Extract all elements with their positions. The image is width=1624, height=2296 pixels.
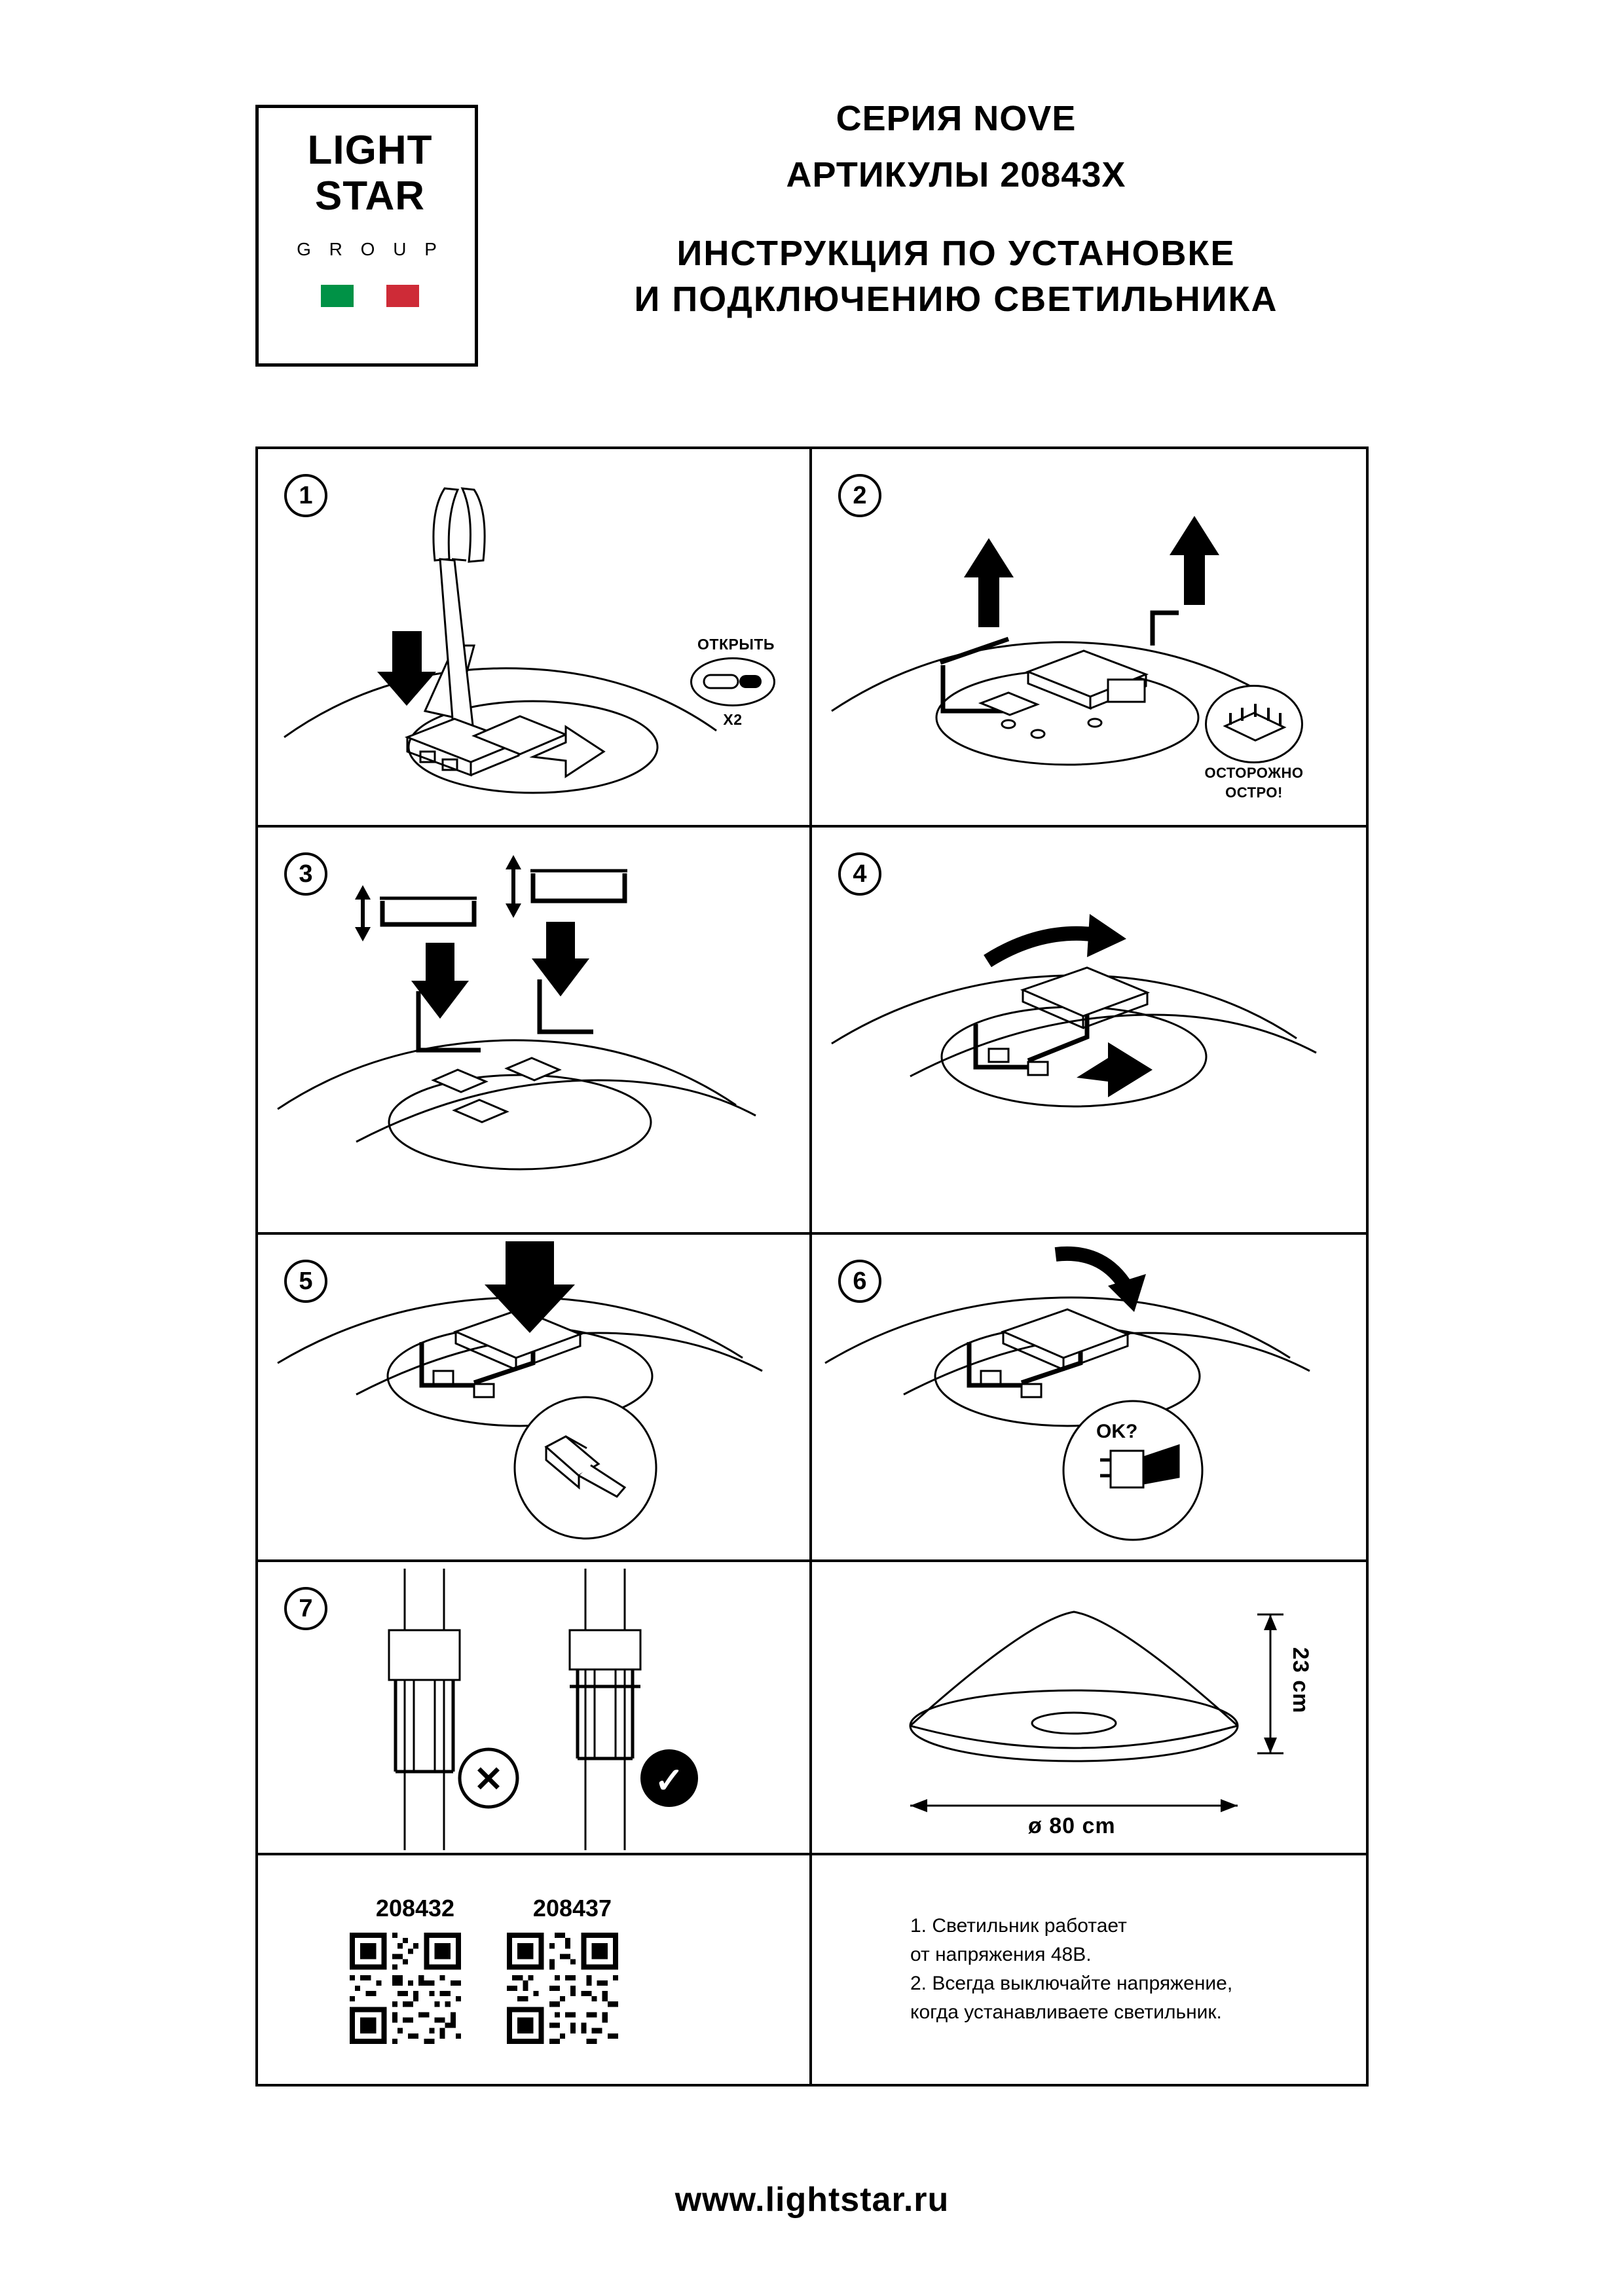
note-line-3: 2. Всегда выключайте напряжение, (910, 1973, 1233, 1994)
note-line-4: когда устанавливаете светильник. (910, 2001, 1222, 2023)
step-cell-4 (812, 828, 1366, 1235)
lamp-dimension-drawing (812, 1562, 1366, 1855)
qr-code-number-1: 208432 (375, 1895, 455, 1922)
italy-flag-icon (321, 285, 419, 307)
step-1-callout-label: ОТКРЫТЬ (697, 636, 775, 653)
arrow-push-icon (1077, 1042, 1153, 1097)
series-label: СЕРИЯ NOVE (836, 99, 1077, 138)
arrow-curve-down-icon (1056, 1254, 1124, 1283)
step-cell-3 (258, 828, 812, 1235)
note-line-1: 1. Светильник работает (910, 1915, 1127, 1937)
arrow-down-icon (377, 631, 436, 706)
step-number-5: 5 (284, 1260, 327, 1303)
qr-block-2 (507, 1895, 638, 2044)
qr-block-1 (350, 1895, 481, 2044)
safety-notes (910, 1912, 1329, 2027)
step-number-1: 1 (284, 474, 327, 517)
product-dimensions-cell (812, 1562, 1366, 1855)
notes-cell (812, 1855, 1366, 2086)
logo-wordmark (259, 130, 481, 217)
diameter-dimension-label: ø 80 cm (1028, 1813, 1116, 1838)
instruction-grid (255, 446, 1369, 2086)
step-1-callout-count: X2 (723, 711, 743, 728)
arrow-double-right-icon (506, 855, 521, 918)
qr-codes-cell (258, 1855, 812, 2086)
step-number-4: 4 (838, 852, 881, 896)
step-2-warning-line-2: ОСТРО! (1225, 784, 1283, 801)
qr-code-number-2: 208437 (532, 1895, 612, 1922)
step-2-warning-line-1: ОСТОРОЖНО (1204, 765, 1304, 781)
arrow-up-right-icon (1170, 516, 1219, 605)
step-2-warning-bubble (1205, 685, 1303, 763)
arrow-curve-icon (987, 934, 1098, 961)
step-5-illustration (258, 1235, 812, 1562)
step-cell-1 (258, 449, 812, 828)
logo-group-text: G R O U P (297, 239, 443, 259)
step-6-illustration (812, 1235, 1366, 1562)
page-title-line-2: И ПОДКЛЮЧЕНИЮ СВЕТИЛЬНИКА (634, 280, 1278, 319)
header-text-block (498, 92, 1414, 322)
height-dimension-label: 23 cm (1288, 1647, 1313, 1714)
step-1-callout-bubble (690, 657, 775, 706)
step-number-6: 6 (838, 1260, 881, 1303)
step-4-illustration (812, 828, 1366, 1235)
step-number-2: 2 (838, 474, 881, 517)
note-line-2: от напряжения 48В. (910, 1944, 1092, 1965)
qr-code-image-2[interactable] (507, 1933, 618, 2044)
step-cell-6 (812, 1235, 1366, 1562)
logo-line-2: STAR (314, 173, 426, 219)
qr-code-image-1[interactable] (350, 1933, 461, 2044)
step-cell-7 (258, 1562, 812, 1855)
cross-icon: ✕ (473, 1760, 504, 1799)
document-header (0, 92, 1624, 367)
step-7-illustration (258, 1562, 812, 1855)
arrow-double-left-icon (355, 885, 371, 941)
logo-line-1: LIGHT (307, 128, 433, 173)
footer-website[interactable]: www.lightstar.ru (674, 2181, 950, 2219)
check-icon: ✓ (654, 1761, 684, 1800)
article-label: АРТИКУЛЫ 20843X (786, 155, 1126, 194)
step-3-illustration (258, 828, 812, 1235)
step-6-ok-label: OK? (1096, 1421, 1138, 1442)
step-number-3: 3 (284, 852, 327, 896)
page-title-line-1: ИНСТРУКЦИЯ ПО УСТАНОВКЕ (676, 234, 1236, 273)
step-cell-2 (812, 449, 1366, 828)
step-number-7: 7 (284, 1587, 327, 1630)
arrow-up-left-icon (964, 538, 1014, 627)
brand-logo (255, 105, 478, 367)
page-title (498, 230, 1414, 322)
step-cell-5 (258, 1235, 812, 1562)
